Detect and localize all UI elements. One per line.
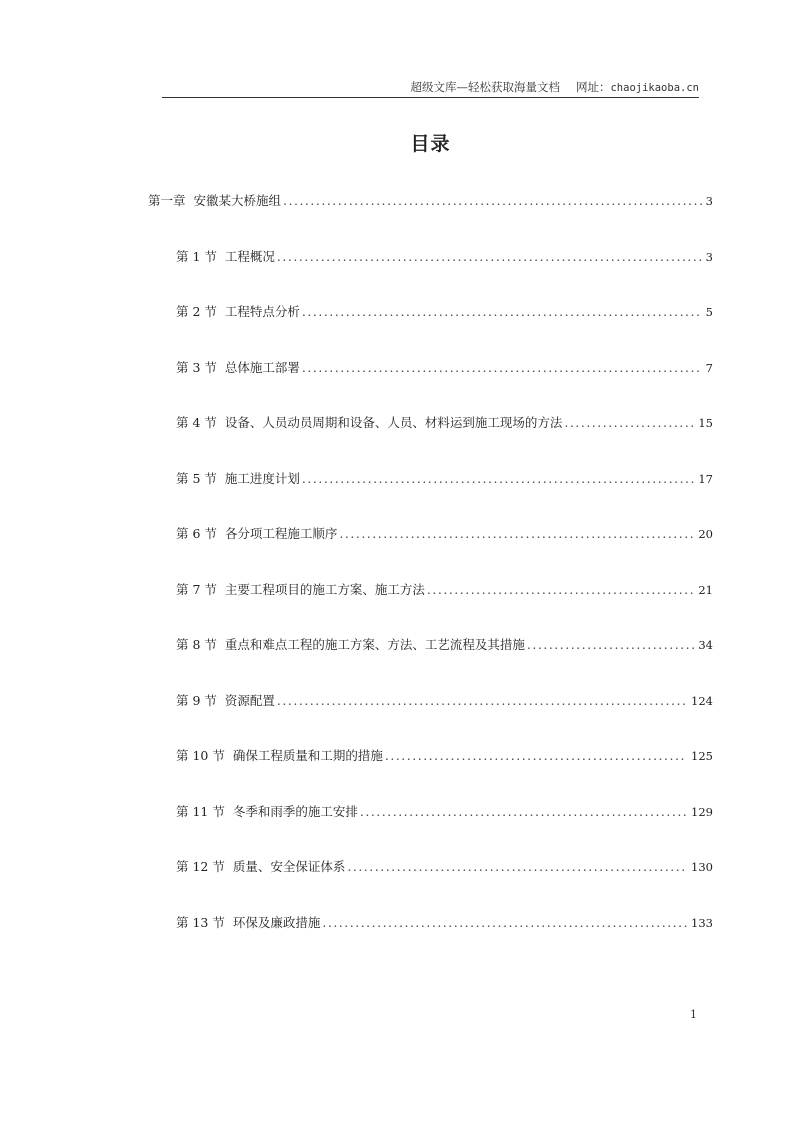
toc-entry-title: 主要工程项目的施工方案、施工方法 <box>224 582 425 597</box>
toc-entry-prefix: 第 5 节 <box>176 471 217 486</box>
toc-entry-prefix: 第 9 节 <box>176 693 217 708</box>
toc-entry-prefix: 第 13 节 <box>176 915 225 930</box>
toc-entry-page: 3 <box>705 194 713 208</box>
toc-entry-title: 确保工程质量和工期的措施 <box>232 748 383 763</box>
toc-entry-page: 21 <box>698 583 713 597</box>
toc-entry-page: 5 <box>705 305 713 319</box>
toc-entry-title: 总体施工部署 <box>224 360 300 375</box>
toc-entry-title: 设备、人员动员周期和设备、人员、材料运到施工现场的方法 <box>224 415 563 430</box>
toc-entry-section-12[interactable] <box>176 857 713 877</box>
toc-entry-prefix: 第 2 节 <box>176 304 217 319</box>
toc-entry-title: 各分项工程施工顺序 <box>224 526 338 541</box>
toc-entry-page: 7 <box>705 361 713 375</box>
toc-entry-prefix: 第 4 节 <box>176 415 217 430</box>
toc-entry-title: 资源配置 <box>224 693 275 708</box>
toc-leader-dots <box>277 691 687 711</box>
toc-entry-title: 施工进度计划 <box>224 471 300 486</box>
toc-entry-page: 20 <box>698 527 713 541</box>
toc-entry-section-13[interactable] <box>176 913 713 933</box>
toc-entry-section-8[interactable] <box>176 635 713 655</box>
toc-entry-page: 34 <box>698 638 713 652</box>
toc-leader-dots <box>302 358 702 378</box>
toc-entry-page: 15 <box>698 416 713 430</box>
toc-entry-prefix: 第 1 节 <box>176 249 217 264</box>
toc-entry-prefix: 第 6 节 <box>176 526 217 541</box>
toc-leader-dots <box>277 247 702 267</box>
toc-entry-page: 124 <box>691 694 713 708</box>
page-title: 目录 <box>410 133 451 155</box>
toc-leader-dots <box>385 746 687 766</box>
toc-entry-prefix: 第 3 节 <box>176 360 217 375</box>
toc-entry-page: 125 <box>691 749 713 763</box>
toc-entry-section-1[interactable] <box>176 247 713 267</box>
toc-entry-page: 130 <box>691 860 713 874</box>
toc-entry-prefix: 第 10 节 <box>176 748 225 763</box>
header-url-label: 网址： <box>575 80 611 94</box>
toc-entry-section-2[interactable] <box>176 302 713 322</box>
header-site-name: 超级文库—轻松获取海量文档 <box>410 80 560 94</box>
toc-leader-dots <box>360 802 687 822</box>
toc-entry-page: 17 <box>698 472 713 486</box>
toc-leader-dots <box>302 469 694 489</box>
toc-leader-dots <box>322 913 687 933</box>
toc-entry-section-11[interactable] <box>176 802 713 822</box>
toc-leader-dots <box>427 580 694 600</box>
toc-entry-title: 重点和难点工程的施工方案、方法、工艺流程及其措施 <box>224 637 525 652</box>
toc-entry-section-6[interactable] <box>176 524 713 544</box>
toc-entry-prefix: 第 7 节 <box>176 582 217 597</box>
toc-leader-dots <box>302 302 702 322</box>
toc-entry-page: 133 <box>691 916 713 930</box>
page-number: 1 <box>690 1008 697 1021</box>
toc-entry-prefix: 第一章 <box>148 193 186 208</box>
toc-entry-prefix: 第 11 节 <box>176 804 225 819</box>
toc-entry-section-10[interactable] <box>176 746 713 766</box>
toc-entry-section-9[interactable] <box>176 691 713 711</box>
toc-entry-chapter-1[interactable] <box>148 191 713 211</box>
toc-entry-section-7[interactable] <box>176 580 713 600</box>
toc-entry-section-3[interactable] <box>176 358 713 378</box>
toc-entry-prefix: 第 12 节 <box>176 859 225 874</box>
toc-entry-prefix: 第 8 节 <box>176 637 217 652</box>
toc-leader-dots <box>527 635 694 655</box>
header-url[interactable]: chaojikaoba.cn <box>610 82 699 94</box>
toc-entry-page: 129 <box>691 805 713 819</box>
toc-entry-title: 工程特点分析 <box>224 304 300 319</box>
toc-leader-dots <box>339 524 694 544</box>
toc-entry-title: 安徽某大桥施组 <box>193 193 282 208</box>
toc-entry-section-5[interactable] <box>176 469 713 489</box>
toc-leader-dots <box>564 413 694 433</box>
toc-leader-dots <box>283 191 702 211</box>
toc-entry-page: 3 <box>705 250 713 264</box>
toc-entry-title: 工程概况 <box>224 249 275 264</box>
toc-entry-title: 冬季和雨季的施工安排 <box>232 804 358 819</box>
toc-entry-title: 环保及廉政措施 <box>232 915 321 930</box>
toc-leader-dots <box>347 857 687 877</box>
toc-entry-title: 质量、安全保证体系 <box>232 859 346 874</box>
toc-entry-section-4[interactable] <box>176 413 713 433</box>
